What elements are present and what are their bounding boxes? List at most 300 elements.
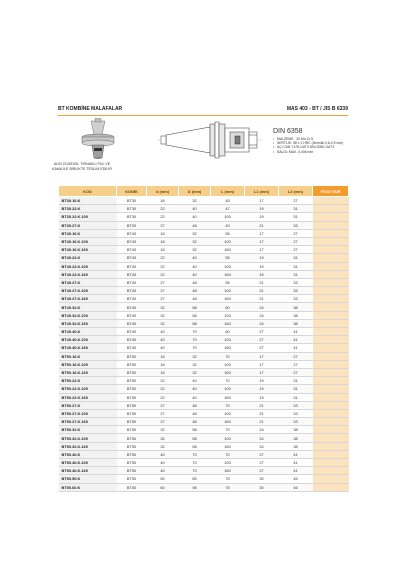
cell-fiyat xyxy=(313,246,349,254)
cell-kod: BT50.40.K.100 xyxy=(59,459,117,467)
cell-D: 58 xyxy=(179,426,211,434)
cell-L: 100 xyxy=(211,409,245,417)
cell-konik: BT50 xyxy=(117,475,147,483)
cell-fiyat xyxy=(313,434,349,442)
cell-L1: 21 xyxy=(245,418,279,426)
cell-L: 45 xyxy=(211,197,245,205)
table-row xyxy=(59,409,349,417)
cell-L2: 38 xyxy=(279,311,313,319)
cell-L1: 21 xyxy=(245,287,279,295)
cell-fiyat xyxy=(313,450,349,458)
table-row xyxy=(59,254,349,262)
cell-konik: BT50 xyxy=(117,377,147,385)
product-table xyxy=(58,185,349,492)
section-title: BT KOMBİNE MALAFALAR xyxy=(58,106,123,112)
cell-konik: BT40 xyxy=(117,328,147,336)
cell-d: 16 xyxy=(147,368,179,376)
col-d: d (mm) xyxy=(147,186,179,197)
table-row xyxy=(59,483,349,491)
cell-L1: 17 xyxy=(245,237,279,245)
cell-L1: 21 xyxy=(245,409,279,417)
cell-konik: BT40 xyxy=(117,278,147,286)
cell-L: 160 xyxy=(211,319,245,327)
cell-fiyat xyxy=(313,213,349,221)
cell-L: 100 xyxy=(211,262,245,270)
cell-konik: BT40 xyxy=(117,246,147,254)
cell-L2: 41 xyxy=(279,344,313,352)
cell-d: 32 xyxy=(147,303,179,311)
cell-L2: 27 xyxy=(279,360,313,368)
table-row xyxy=(59,270,349,278)
table-row xyxy=(59,467,349,475)
cell-D: 48 xyxy=(179,278,211,286)
col-L: L (mm) xyxy=(211,186,245,197)
table-row xyxy=(59,426,349,434)
cell-d: 27 xyxy=(147,418,179,426)
cell-kod: BT30.16.K xyxy=(59,197,117,205)
cell-kod: BT40.16.K.100 xyxy=(59,237,117,245)
cell-L: 47 xyxy=(211,205,245,213)
cell-L1: 17 xyxy=(245,229,279,237)
cell-d: 22 xyxy=(147,262,179,270)
table-row xyxy=(59,385,349,393)
cell-D: 70 xyxy=(179,328,211,336)
cell-L: 60 xyxy=(211,303,245,311)
cell-konik: BT40 xyxy=(117,229,147,237)
cell-fiyat xyxy=(313,278,349,286)
cell-L1: 30 xyxy=(245,483,279,491)
cell-D: 48 xyxy=(179,401,211,409)
cell-L1: 27 xyxy=(245,344,279,352)
cell-konik: BT50 xyxy=(117,368,147,376)
cell-D: 48 xyxy=(179,287,211,295)
cell-L: 100 xyxy=(211,237,245,245)
cell-L: 160 xyxy=(211,393,245,401)
cell-kod: BT40.22.K.160 xyxy=(59,270,117,278)
cell-L2: 38 xyxy=(279,426,313,434)
holder-image xyxy=(82,118,114,159)
cell-D: 48 xyxy=(179,409,211,417)
table-row xyxy=(59,237,349,245)
table-row xyxy=(59,205,349,213)
cell-L: 70 xyxy=(211,450,245,458)
cell-konik: BT40 xyxy=(117,311,147,319)
cell-fiyat xyxy=(313,287,349,295)
cell-kod: BT30.22.K.100 xyxy=(59,213,117,221)
cell-konik: BT50 xyxy=(117,434,147,442)
cell-L: 70 xyxy=(211,352,245,360)
cell-L: 160 xyxy=(211,344,245,352)
cell-konik: BT50 xyxy=(117,360,147,368)
cell-kod: BT40.27.K.100 xyxy=(59,287,117,295)
cell-fiyat xyxy=(313,459,349,467)
cell-L1: 21 xyxy=(245,401,279,409)
cell-L: 100 xyxy=(211,311,245,319)
cell-D: 32 xyxy=(179,246,211,254)
cell-konik: BT50 xyxy=(117,409,147,417)
cell-fiyat xyxy=(313,229,349,237)
table-row xyxy=(59,319,349,327)
cell-L2: 27 xyxy=(279,246,313,254)
cell-kod: BT40.32.K.100 xyxy=(59,311,117,319)
cell-D: 48 xyxy=(179,221,211,229)
table-row xyxy=(59,368,349,376)
cell-L2: 33 xyxy=(279,409,313,417)
cell-d: 27 xyxy=(147,295,179,303)
cell-kod: BT40.32.K xyxy=(59,303,117,311)
cell-d: 40 xyxy=(147,336,179,344)
table-row xyxy=(59,278,349,286)
cell-kod: BT50.16.K xyxy=(59,352,117,360)
cell-kod: BT40.27.K.160 xyxy=(59,295,117,303)
cell-konik: BT30 xyxy=(117,221,147,229)
cell-D: 70 xyxy=(179,344,211,352)
cell-L: 100 xyxy=(211,434,245,442)
cell-d: 22 xyxy=(147,254,179,262)
cell-L2: 45 xyxy=(279,483,313,491)
cell-konik: BT50 xyxy=(117,467,147,475)
cell-konik: BT50 xyxy=(117,385,147,393)
cell-L2: 27 xyxy=(279,237,313,245)
cell-D: 70 xyxy=(179,459,211,467)
cell-L2: 31 xyxy=(279,393,313,401)
cell-konik: BT40 xyxy=(117,344,147,352)
col-fiyat: FİYAT EUR xyxy=(313,186,349,197)
cell-kod: BT40.32.K.160 xyxy=(59,319,117,327)
cell-L1: 24 xyxy=(245,434,279,442)
cell-fiyat xyxy=(313,393,349,401)
cell-d: 32 xyxy=(147,434,179,442)
cell-d: 16 xyxy=(147,246,179,254)
cell-L: 55 xyxy=(211,278,245,286)
cell-d: 27 xyxy=(147,409,179,417)
cell-L: 55 xyxy=(211,254,245,262)
table-row xyxy=(59,221,349,229)
cell-konik: BT50 xyxy=(117,450,147,458)
cell-D: 32 xyxy=(179,352,211,360)
cell-L1: 19 xyxy=(245,385,279,393)
table-row xyxy=(59,459,349,467)
table-row xyxy=(59,303,349,311)
cell-D: 58 xyxy=(179,311,211,319)
cell-konik: BT30 xyxy=(117,205,147,213)
standard-reference: MAS 403 - BT / JIS B 6339 xyxy=(286,106,348,112)
cell-L1: 17 xyxy=(245,246,279,254)
cell-d: 40 xyxy=(147,344,179,352)
cell-fiyat xyxy=(313,311,349,319)
table-row xyxy=(59,311,349,319)
table-row xyxy=(59,393,349,401)
cell-d: 27 xyxy=(147,278,179,286)
cell-L1: 24 xyxy=(245,442,279,450)
cell-L1: 27 xyxy=(245,459,279,467)
cell-fiyat xyxy=(313,385,349,393)
spec-list xyxy=(273,137,357,154)
cell-L1: 24 xyxy=(245,311,279,319)
cell-fiyat xyxy=(313,344,349,352)
cell-L2: 41 xyxy=(279,450,313,458)
cell-kod: BT50.40.K xyxy=(59,450,117,458)
cell-fiyat xyxy=(313,368,349,376)
cell-kod: BT50.40.K.160 xyxy=(59,467,117,475)
cell-L1: 19 xyxy=(245,262,279,270)
table-row xyxy=(59,246,349,254)
cell-d: 16 xyxy=(147,229,179,237)
col-L1: L1 (mm) xyxy=(245,186,279,197)
cell-L2: 41 xyxy=(279,459,313,467)
cell-kod: BT40.16.K xyxy=(59,229,117,237)
cell-D: 40 xyxy=(179,270,211,278)
cell-D: 40 xyxy=(179,377,211,385)
cell-L: 100 xyxy=(211,385,245,393)
header-divider xyxy=(58,115,348,116)
cell-kod: BT50.50.K xyxy=(59,475,117,483)
cell-kod: BT40.22.K.100 xyxy=(59,262,117,270)
cell-kod: BT40.40.K.160 xyxy=(59,344,117,352)
cell-d: 40 xyxy=(147,459,179,467)
cell-L: 100 xyxy=(211,213,245,221)
cell-kod: BT50.22.K.100 xyxy=(59,385,117,393)
cell-D: 40 xyxy=(179,205,211,213)
cell-L1: 17 xyxy=(245,352,279,360)
cell-D: 32 xyxy=(179,197,211,205)
table-row xyxy=(59,262,349,270)
cell-konik: BT50 xyxy=(117,401,147,409)
cell-L2: 31 xyxy=(279,254,313,262)
cell-konik: BT30 xyxy=(117,197,147,205)
cell-d: 32 xyxy=(147,442,179,450)
cell-L2: 41 xyxy=(279,336,313,344)
cell-D: 58 xyxy=(179,303,211,311)
cell-L: 55 xyxy=(211,229,245,237)
cell-L1: 24 xyxy=(245,319,279,327)
cell-L1: 27 xyxy=(245,336,279,344)
cell-D: 32 xyxy=(179,368,211,376)
cell-kod: BT50.27.K.160 xyxy=(59,418,117,426)
cell-L2: 33 xyxy=(279,295,313,303)
table-row xyxy=(59,401,349,409)
col-L2: L2 (mm) xyxy=(279,186,313,197)
cell-L1: 19 xyxy=(245,254,279,262)
cell-fiyat xyxy=(313,377,349,385)
cell-L2: 27 xyxy=(279,197,313,205)
table-row xyxy=(59,344,349,352)
table-row xyxy=(59,295,349,303)
cell-kod: BT50.32.K.100 xyxy=(59,434,117,442)
caption-line-2: KAMA İLE BİRLİKTE TESLİM EDİLİR xyxy=(52,166,112,171)
col-konik: KONİK xyxy=(117,186,147,197)
cell-L: 160 xyxy=(211,246,245,254)
table-row xyxy=(59,418,349,426)
cell-konik: BT40 xyxy=(117,270,147,278)
table-row xyxy=(59,450,349,458)
cell-L: 100 xyxy=(211,287,245,295)
cell-L1: 21 xyxy=(245,295,279,303)
cell-L2: 41 xyxy=(279,328,313,336)
table-header-row xyxy=(59,186,349,197)
cell-konik: BT40 xyxy=(117,303,147,311)
table-row xyxy=(59,352,349,360)
cell-fiyat xyxy=(313,295,349,303)
cell-L2: 31 xyxy=(279,377,313,385)
table-row xyxy=(59,475,349,483)
cell-fiyat xyxy=(313,475,349,483)
cell-L2: 33 xyxy=(279,401,313,409)
cell-L2: 31 xyxy=(279,385,313,393)
cell-konik: BT40 xyxy=(117,262,147,270)
cell-d: 40 xyxy=(147,467,179,475)
cell-D: 70 xyxy=(179,336,211,344)
cell-L1: 27 xyxy=(245,450,279,458)
cell-d: 16 xyxy=(147,352,179,360)
cell-L1: 17 xyxy=(245,368,279,376)
cell-D: 40 xyxy=(179,393,211,401)
cell-kod: BT40.40.K xyxy=(59,328,117,336)
cell-d: 16 xyxy=(147,360,179,368)
cell-d: 32 xyxy=(147,311,179,319)
cell-L1: 19 xyxy=(245,213,279,221)
cell-L: 100 xyxy=(211,336,245,344)
cell-L2: 27 xyxy=(279,352,313,360)
cell-L: 160 xyxy=(211,368,245,376)
cell-L2: 31 xyxy=(279,270,313,278)
cell-L2: 41 xyxy=(279,467,313,475)
cell-L2: 38 xyxy=(279,319,313,327)
table-row xyxy=(59,442,349,450)
spec-runout: • SALGI: MAX. 0,006 mm xyxy=(273,150,357,154)
cell-fiyat xyxy=(313,336,349,344)
cell-konik: BT30 xyxy=(117,213,147,221)
cell-fiyat xyxy=(313,319,349,327)
cell-kod: BT50.32.K.160 xyxy=(59,442,117,450)
cell-d: 40 xyxy=(147,450,179,458)
cell-L: 160 xyxy=(211,295,245,303)
cell-fiyat xyxy=(313,328,349,336)
cell-kod: BT50.27.K.100 xyxy=(59,409,117,417)
cell-d: 60 xyxy=(147,483,179,491)
cell-fiyat xyxy=(313,418,349,426)
cell-konik: BT50 xyxy=(117,393,147,401)
table-row xyxy=(59,213,349,221)
cell-kod: BT50.27.K xyxy=(59,401,117,409)
cell-L: 160 xyxy=(211,418,245,426)
cell-L1: 19 xyxy=(245,393,279,401)
cell-konik: BT50 xyxy=(117,459,147,467)
cell-kod: BT50.22.K xyxy=(59,377,117,385)
cell-L1: 21 xyxy=(245,278,279,286)
col-kod: KOD xyxy=(59,186,117,197)
cell-L2: 38 xyxy=(279,442,313,450)
cell-L1: 19 xyxy=(245,205,279,213)
cell-konik: BT50 xyxy=(117,426,147,434)
cell-D: 32 xyxy=(179,360,211,368)
cell-D: 98 xyxy=(179,483,211,491)
table-row xyxy=(59,197,349,205)
cell-L: 100 xyxy=(211,459,245,467)
spec-keyway: • AÇI: DIN 7178-1/AT3 DIN 2080-1/AT3 xyxy=(273,145,357,149)
cell-kod: BT50.22.K.160 xyxy=(59,393,117,401)
cell-D: 40 xyxy=(179,262,211,270)
cell-L2: 33 xyxy=(279,418,313,426)
cell-fiyat xyxy=(313,352,349,360)
cell-L: 75 xyxy=(211,483,245,491)
cell-L: 70 xyxy=(211,401,245,409)
cell-d: 22 xyxy=(147,270,179,278)
cell-L2: 33 xyxy=(279,221,313,229)
spec-hardness: • SERTLİK: 58 ± 2 HRC (Derinlik 0,6-0,9 mm) xyxy=(273,141,357,145)
cell-d: 22 xyxy=(147,393,179,401)
figure-caption xyxy=(34,162,130,171)
cell-fiyat xyxy=(313,262,349,270)
spec-material: • MALZEME : 20 Mn Cr 5 xyxy=(273,137,357,141)
cell-d: 27 xyxy=(147,221,179,229)
cell-L1: 21 xyxy=(245,221,279,229)
cell-L: 160 xyxy=(211,270,245,278)
cell-L: 160 xyxy=(211,467,245,475)
cell-L1: 19 xyxy=(245,270,279,278)
cell-D: 58 xyxy=(179,319,211,327)
cell-fiyat xyxy=(313,483,349,491)
caption-line-1: ALIN CIVATASI, TIRNAKLI PUL VE xyxy=(53,162,111,166)
cell-d: 22 xyxy=(147,377,179,385)
cell-fiyat xyxy=(313,426,349,434)
cell-d: 16 xyxy=(147,197,179,205)
cell-L2: 38 xyxy=(279,434,313,442)
cell-D: 40 xyxy=(179,213,211,221)
cell-L: 100 xyxy=(211,360,245,368)
cell-konik: BT50 xyxy=(117,483,147,491)
cell-D: 32 xyxy=(179,237,211,245)
technical-drawing xyxy=(158,122,263,158)
cell-d: 27 xyxy=(147,401,179,409)
cell-fiyat xyxy=(313,360,349,368)
table-row xyxy=(59,229,349,237)
cell-D: 40 xyxy=(179,385,211,393)
cell-L2: 27 xyxy=(279,368,313,376)
table-row xyxy=(59,360,349,368)
cell-konik: BT40 xyxy=(117,319,147,327)
cell-d: 32 xyxy=(147,319,179,327)
cell-fiyat xyxy=(313,237,349,245)
table-row xyxy=(59,287,349,295)
table-row xyxy=(59,377,349,385)
cell-d: 32 xyxy=(147,426,179,434)
cell-L1: 27 xyxy=(245,328,279,336)
cell-konik: BT40 xyxy=(117,336,147,344)
cell-L2: 45 xyxy=(279,475,313,483)
cell-fiyat xyxy=(313,221,349,229)
cell-d: 22 xyxy=(147,385,179,393)
cell-fiyat xyxy=(313,205,349,213)
cell-L2: 38 xyxy=(279,303,313,311)
cell-d: 50 xyxy=(147,475,179,483)
cell-D: 70 xyxy=(179,450,211,458)
cell-L1: 17 xyxy=(245,360,279,368)
cell-L: 70 xyxy=(211,426,245,434)
cell-fiyat xyxy=(313,197,349,205)
cell-kod: BT30.27.K xyxy=(59,221,117,229)
cell-D: 58 xyxy=(179,442,211,450)
cell-kod: BT40.22.K xyxy=(59,254,117,262)
cell-fiyat xyxy=(313,467,349,475)
cell-fiyat xyxy=(313,254,349,262)
cell-D: 40 xyxy=(179,254,211,262)
cell-d: 27 xyxy=(147,287,179,295)
spec-title: DIN 6358 xyxy=(273,128,303,135)
cell-d: 22 xyxy=(147,205,179,213)
cell-L: 75 xyxy=(211,475,245,483)
cell-konik: BT50 xyxy=(117,442,147,450)
